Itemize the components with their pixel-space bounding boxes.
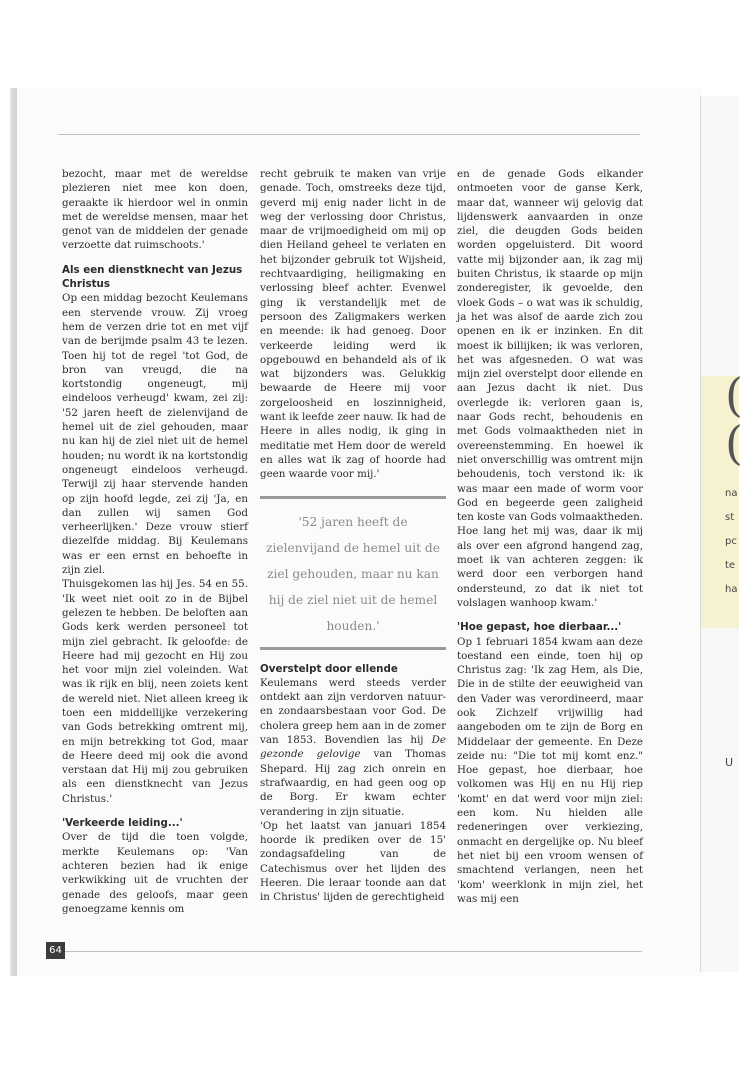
column2-paragraph [260, 676, 446, 819]
facing-page-edge [700, 96, 743, 972]
section-heading-verkeerde-leiding: 'Verkeerde leiding...' [62, 817, 183, 830]
section-heading-hoe-gepast: 'Hoe gepast, hoe dierbaar...' [457, 621, 622, 634]
text-column-2 [260, 167, 446, 905]
section-heading-dienstknecht: Als een dienstknecht van Jezus Christus [62, 263, 243, 291]
facing-page-fragment: te [725, 560, 736, 571]
facing-page-fragment: ha [725, 584, 738, 595]
column1-paragraph: Over de tijd die toen volgde, merkte Keulemans op: 'Van achteren bezien had ik enige verkwikking uit de vruchten der genade des geloofs, maar geen genoegzame kennis om [62, 831, 248, 915]
facing-page-big-letter-1: ( [725, 368, 743, 422]
column3-paragraph: Op 1 februari 1854 kwam aan deze toestand een einde, toen hij op Christus zag: 'Ik zag Hem, als Die, Die in de stilte der eeuwigheid van den Vader was verordineerd, maar ook Zichzelf vrijwillig had aangeboden om te zijn de Borg en Middelaar der gemeente. En Deze zeide nu: "Die tot mij komt enz." Hoe gepast, hoe dierbaar, hoe volkomen was Hij en nu Hij riep 'komt' en dat werd voor mijn ziel: een kom. Nu hielden alle redeneringen over verkiezing, onmacht en dergelijke op. Nu bleef het niet bij een vroom wensen of smachtend verlangen, neen het 'kom' weerklonk in mijn ziel, het was mij een [457, 635, 643, 905]
facing-page-fragment: pc [725, 536, 737, 547]
column3-paragraph: en de genade Gods elkander ontmoeten voor de ganse Kerk, maar dat, wanneer wij gelovig dat lijdenswerk aanvaarden in onze ziel, die deugden Gods beiden worden opgeluisterd. Dit woord vatte mij bijzonder aan, ik zag mij buiten Christus, ik staarde op mijn zonderegister, ik gevoelde, den vloek Gods – o wat was ik schuldig, ja het was alsof de aarde zich zou openen en ik er inzinken. En dit moest ik billijken; ik was verloren, het was afgesneden. O wat was mijn ziel overstelpt door ellende en aan Jezus dacht ik niet. Dus overlegde ik: verloren gaan is, naar Gods recht, behoudenis en met Gods volmaaktheden niet in overeenstemming. En hoewel ik niet onverschillig was omtrent mijn behoudenis, toch verstond ik: ik was maar een made of worm voor God en begeerde geen zaligheid ten koste van Gods volmaaktheden. Hoe lang het mij was, daar ik mij als over een afgrond hangend zag, moet ik van achteren zeggen: ik werd door een verborgen hand ondersteund, zo dat ik niet tot volslagen wanhoop kwam.' [457, 168, 643, 609]
bottom-rule [64, 951, 642, 952]
section-heading-overstelpt: Overstelpt door ellende [260, 662, 398, 675]
paragraph-text: Keulemans werd steeds verder ontdekt aan zijn verdorven natuur- en zondaarsbestaan voor God. De cholera greep hem aan in de zomer van 1853. Bovendien las hij [260, 676, 446, 747]
text-column-1 [62, 167, 248, 916]
pull-quote: '52 jaren heeft de zielenvijand de hemel uit de ziel gehouden, maar nu kan hij de ziel niet uit de hemel houden.' [260, 496, 446, 650]
facing-page-fragment: st [725, 512, 735, 523]
top-rule [58, 134, 640, 135]
book-title: De gezonde gelovige [260, 734, 446, 761]
column2-paragraph: 'Op het laatst van januari 1854 hoorde ik prediken over de 15' zondagsafdeling van de Catechismus over het lijden des Heeren. Die leraar toonde aan dat in Christus' lijden de gerechtigheid [260, 819, 446, 904]
column1-paragraph: Thuisgekomen las hij Jes. 54 en 55. 'Ik weet niet ooit zo in de Bijbel gelezen te hebben. De beloften aan Gods kerk werden personeel tot mijn ziel gebracht. Ik geloofde: de Heere had mij gezocht en Hij zou het voor mijn ziel voleinden. Wat was ik rijk en blij, neen zoiets kent de wereld niet. Niet alleen kreeg ik toen een middellijke verzekering van Gods betrekking omtrent mij, en mijn betrekking tot God, maar de Heere deed mij ook die avond verstaan dat Hij mij zou gebruiken als een dienstknecht van Jezus Christus.' [62, 578, 248, 805]
facing-page-fragment: na [725, 488, 738, 499]
facing-page-big-letter-2: ( [725, 416, 743, 470]
facing-page-highlight-band [701, 368, 743, 628]
column2-paragraph: recht gebruik te maken van vrije genade. Toch, omstreeks deze tijd, geverd mij enig nader licht in de weg der verlossing door Christus, maar de vrijmoedigheid om mij op dien Heiland geheel te verlaten en het bijzonder gebruik tot Wijsheid, rechtvaardiging, heiligmaking en verlossing bleef achter. Evenwel ging ik verstandelijk met de persoon des Zaligmakers werken en meende: ik had genoeg. Door verkeerde leiding werd ik opgebouwd en behandeld als of ik wat bijzonders was. Gelukkig bewaarde de Heere mij voor zorgeloosheid en loszinnigheid, want ik leefde zeer nauw. Ik had de Heere in alles nodig, ik ging in meditatie met Hem door de wereld en alles wat ik zag of hoorde had geen waarde voor mij.' [260, 168, 446, 481]
text-column-3 [457, 167, 643, 906]
column1-intro: bezocht, maar met de wereldse plezieren niet mee kon doen, geraakte ik hierdoor wel in onmin met de wereldse mensen, maar het genot van de middelen der genade verzoette dat ruimschoots.' [62, 168, 248, 252]
page-number: 64 [46, 942, 65, 959]
paragraph-text: van Thomas Shepard. Hij zag zich onrein en strafwaardig, en had geen oog op de Borg. Er kwam echter verandering in zijn situatie. [260, 748, 446, 818]
facing-page-fragment-bottom: U [725, 756, 734, 769]
column1-paragraph: Op een middag bezocht Keulemans een stervende vrouw. Zij vroeg hem de verzen drie tot en met vijf van de berijmde psalm 43 te lezen. Toen hij tot de regel 'tot God, de bron van vreugd, die na kortstondig ongeneugt, mij eindeloos verheugd' kwam, zei zij: '52 jaren heeft de zielenvijand de hemel uit de ziel gehouden, maar nu kan hij de ziel niet uit de hemel houden; nu wordt ik na kortstondig ongeneugt eindeloos verheugd. Terwijl zij haar stervende handen op zijn hoofd legde, zei zij 'Ja, en dan zullen wij samen God verheerlijken.' Deze vrouw stierf diezelfde middag. Bij Keulemans was er een ernst en behoefte in zijn ziel. [62, 292, 248, 577]
